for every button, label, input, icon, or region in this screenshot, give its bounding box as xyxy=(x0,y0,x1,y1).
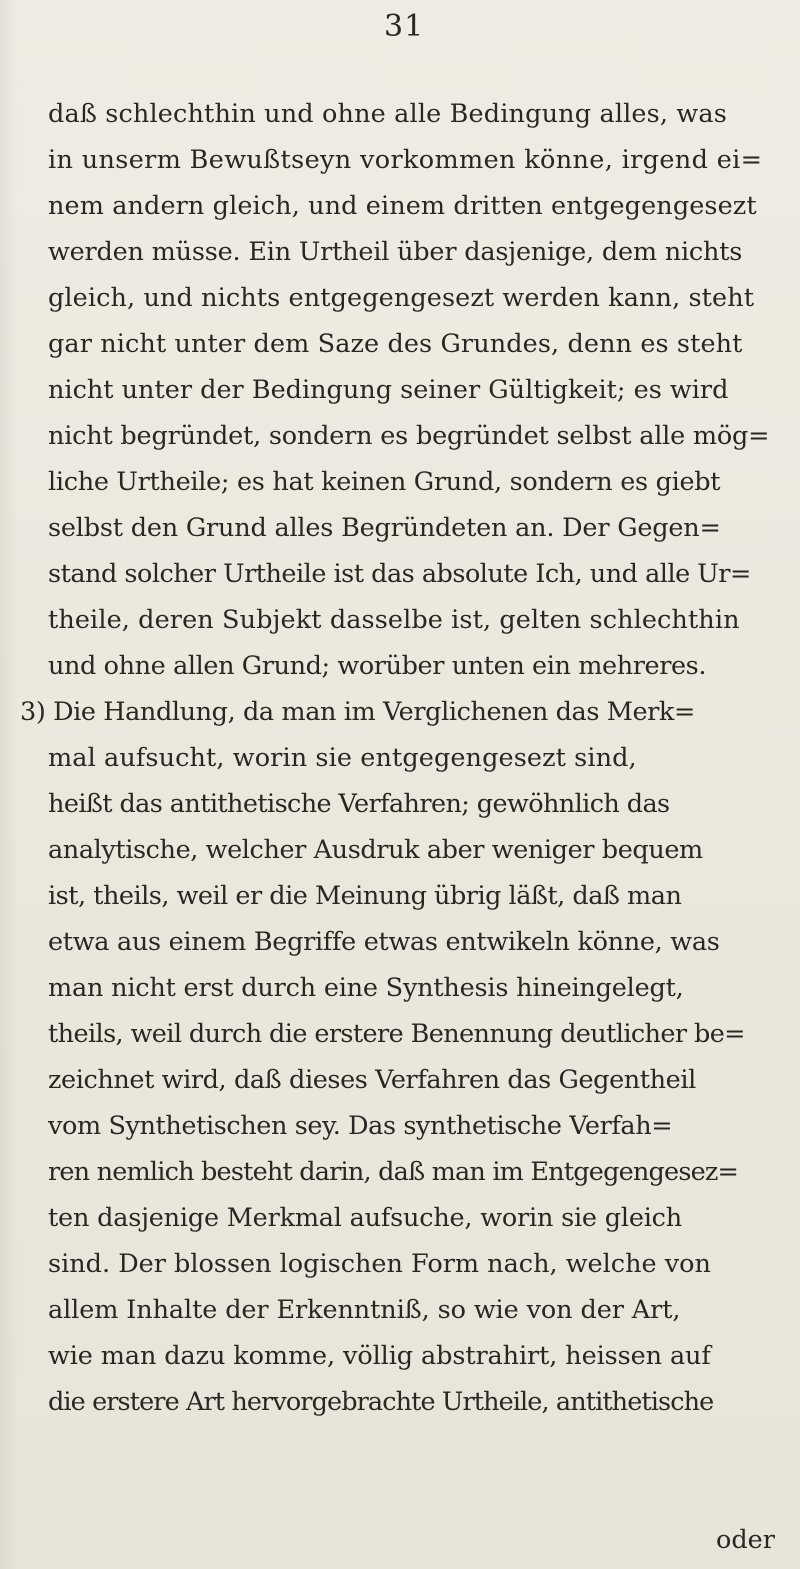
text-line: daß schlechthin und ohne alle Bedingung alles, was xyxy=(48,99,727,129)
text-line: liche Urtheile; es hat keinen Grund, sondern es giebt xyxy=(48,467,721,497)
text-line: heißt das antithetische Verfahren; gewöhnlich das xyxy=(48,789,670,819)
text-line: nicht unter der Bedingung seiner Gültigkeit; es wird xyxy=(48,375,729,405)
text-line: nicht begründet, sondern es begründet selbst alle mög= xyxy=(48,421,770,451)
text-line: ten dasjenige Merkmal aufsuche, worin sie gleich xyxy=(48,1203,682,1233)
text-line: die erstere Art hervorgebrachte Urtheile, antithetische xyxy=(48,1387,714,1417)
text-line: wie man dazu komme, völlig abstrahirt, heissen auf xyxy=(48,1341,711,1371)
text-line: mal aufsucht, worin sie entgegengesezt sind, xyxy=(48,743,637,773)
text-line: etwa aus einem Begriffe etwas entwikeln könne, was xyxy=(48,927,720,957)
text-line: analytische, welcher Ausdruk aber weniger bequem xyxy=(48,835,703,865)
text-line: allem Inhalte der Erkenntniß, so wie von der Art, xyxy=(48,1295,681,1325)
text-line: sind. Der blossen logischen Form nach, welche von xyxy=(48,1249,711,1279)
text-line: werden müsse. Ein Urtheil über dasjenige, dem nichts xyxy=(48,237,743,267)
text-line: stand solcher Urtheile ist das absolute Ich, und alle Ur= xyxy=(48,559,751,589)
text-line: in unserm Bewußtseyn vorkommen könne, irgend ei= xyxy=(48,145,763,175)
text-line: gleich, und nichts entgegengesezt werden kann, steht xyxy=(48,283,755,313)
text-line: 3) Die Handlung, da man im Verglichenen das Merk= xyxy=(20,697,695,727)
text-line: theils, weil durch die erstere Benennung deutlicher be= xyxy=(48,1019,745,1049)
text-line: vom Synthetischen sey. Das synthetische Verfah= xyxy=(48,1111,673,1141)
text-line: selbst den Grund alles Begründeten an. Der Gegen= xyxy=(48,513,721,543)
text-line: man nicht erst durch eine Synthesis hineingelegt, xyxy=(48,973,684,1003)
text-line: und ohne allen Grund; worüber unten ein mehreres. xyxy=(48,651,707,681)
page-number: 31 xyxy=(384,9,425,44)
page-edge-shadow xyxy=(0,0,18,1569)
text-line: theile, deren Subjekt dasselbe ist, gelten schlechthin xyxy=(48,605,740,635)
text-line: zeichnet wird, daß dieses Verfahren das Gegentheil xyxy=(48,1065,696,1095)
text-line: ist, theils, weil er die Meinung übrig läßt, daß man xyxy=(48,881,682,911)
text-line: ren nemlich besteht darin, daß man im Entgegengesez= xyxy=(48,1157,739,1187)
text-line: nem andern gleich, und einem dritten entgegengesezt xyxy=(48,191,757,221)
catchword: oder xyxy=(716,1525,775,1555)
text-line: gar nicht unter dem Saze des Grundes, denn es steht xyxy=(48,329,743,359)
